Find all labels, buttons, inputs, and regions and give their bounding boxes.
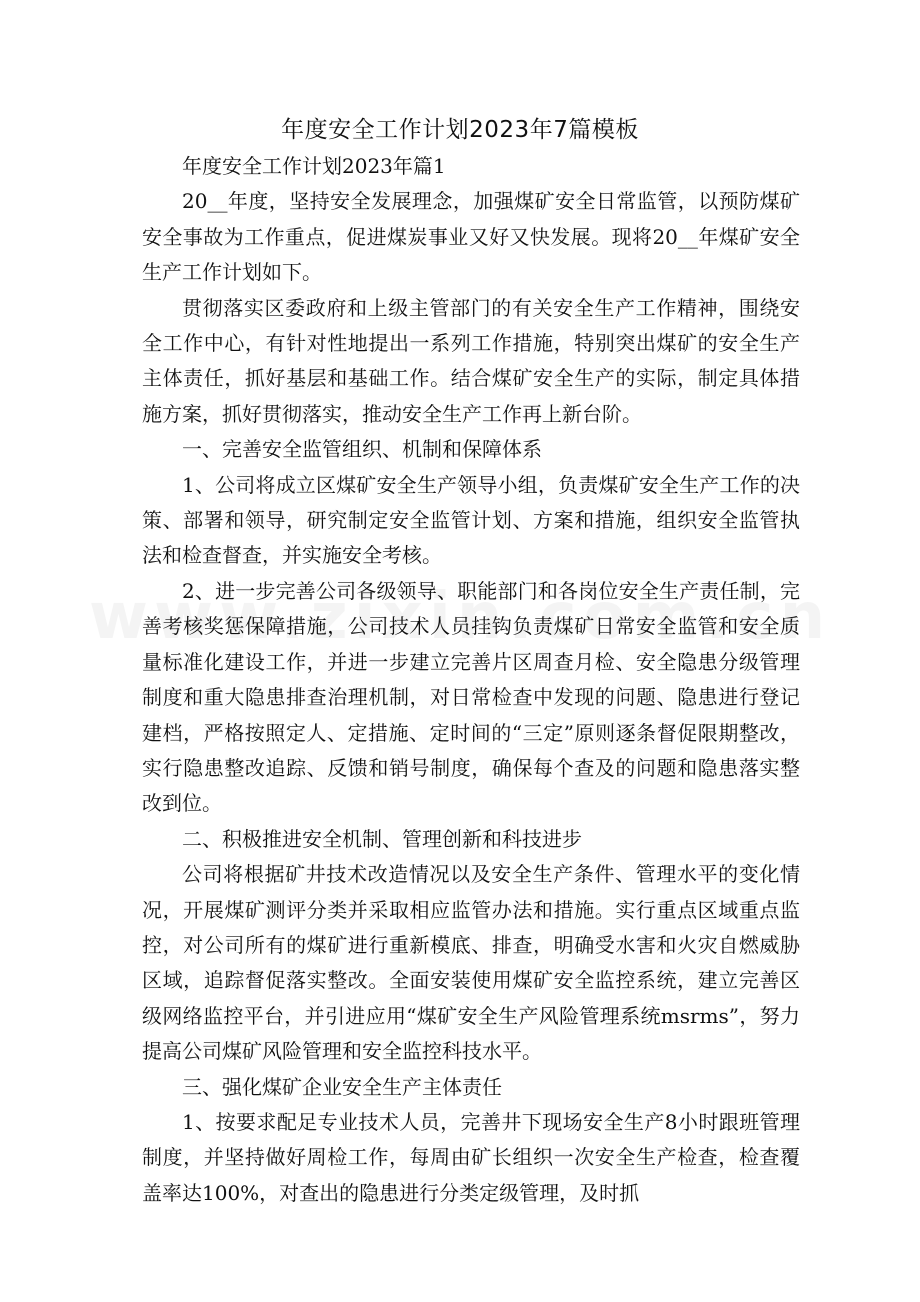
section-heading: 三、强化煤矿企业安全生产主体责任 bbox=[182, 1074, 502, 1099]
section-heading: 一、完善安全监管组织、机制和保障体系 bbox=[182, 437, 542, 462]
paragraph: 贯彻落实区委政府和上级主管部门的有关安全生产工作精神，围绕安全工作中心，有针对性地提出一系列工作措施，特别突出煤矿的安全生产主体责任，抓好基层和基础工作。结合煤矿安全生产的实际，制定具体措施方案，抓好贯彻落实，推动安全生产工作再上新台阶。 bbox=[142, 295, 800, 426]
section-subtitle: 年度安全工作计划2023年篇1 bbox=[182, 154, 446, 178]
paragraph: 20__年度，坚持安全发展理念，加强煤矿安全日常监管，以预防煤矿安全事故为工作重点，促进煤炭事业又好又快发展。现将20__年煤矿安全生产工作计划如下。 bbox=[142, 189, 800, 285]
paragraph: 公司将根据矿井技术改造情况以及安全生产条件、管理水平的变化情况，开展煤矿测评分类并采取相应监管办法和措施。实行重点区域重点监控，对公司所有的煤矿进行重新模底、排查，明确受水害和火灾自燃威胁区域，追踪督促落实整改。全面安装使用煤矿安全监控系统，建立完善区级网络监控平台，并引进应用“煤矿安全生产风险管理系统msrms”，努力提高公司煤矿风险管理和安全监控科技水平。 bbox=[142, 862, 800, 1064]
document-body bbox=[142, 149, 800, 1211]
paragraph: 1、公司将成立区煤矿安全生产领导小组，负责煤矿安全生产工作的决策、部署和领导，研究制定安全监管计划、方案和措施，组织安全监管执法和检查督查，并实施安全考核。 bbox=[142, 472, 800, 568]
paragraph: 2、进一步完善公司各级领导、职能部门和各岗位安全生产责任制，完善考核奖惩保障措施，公司技术人员挂钩负责煤矿日常安全监管和安全质量标准化建设工作，并进一步建立完善片区周查月检、安全隐患分级管理制度和重大隐患排查治理机制，对日常检查中发现的问题、隐患进行登记建档，严格按照定人、定措施、定时间的“三定”原则逐条督促限期整改，实行隐患整改追踪、反馈和销号制度，确保每个查及的问题和隐患落实整改到位。 bbox=[142, 578, 800, 816]
section-heading: 二、积极推进安全机制、管理创新和科技进步 bbox=[182, 826, 582, 851]
paragraph: 1、按要求配足专业技术人员，完善井下现场安全生产8小时跟班管理制度，并坚持做好周检工作，每周由矿长组织一次安全生产检查，检查覆盖率达100%，对查出的隐患进行分类定级管理，及时抓 bbox=[142, 1109, 800, 1205]
document-title: 年度安全工作计划2023年7篇模板 bbox=[281, 117, 639, 143]
